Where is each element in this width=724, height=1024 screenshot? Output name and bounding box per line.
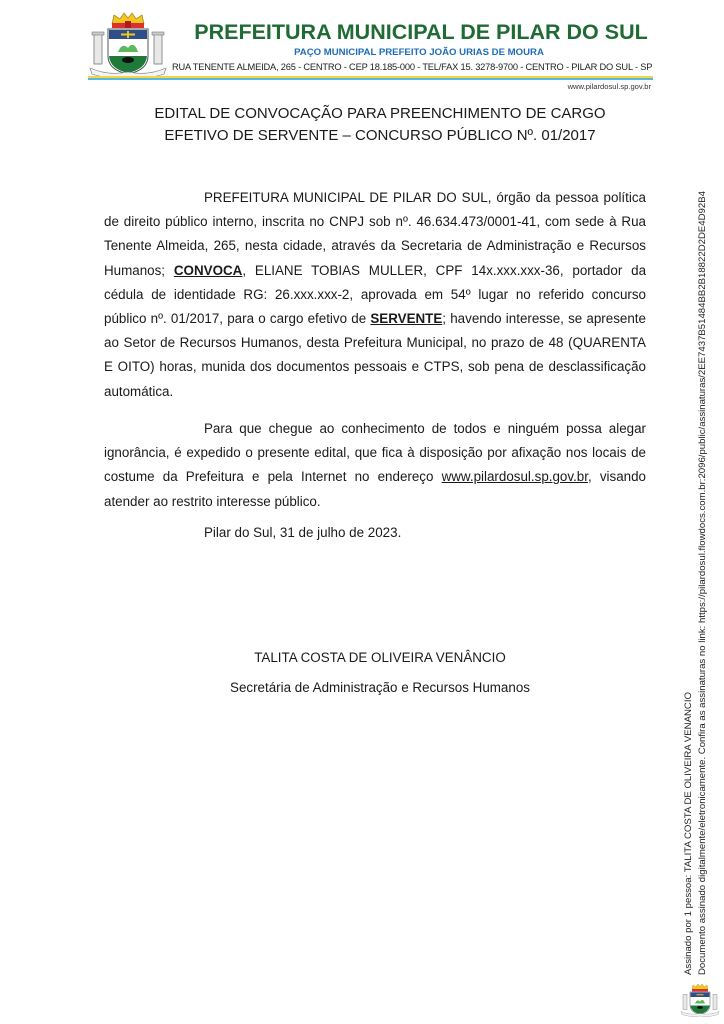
building-subtitle: PAÇO MUNICIPAL PREFEITO JOÃO URIAS DE MOURA	[294, 47, 544, 58]
signature-seal-icon	[680, 978, 720, 1022]
coat-of-arms-icon	[88, 12, 168, 78]
document-title	[100, 103, 660, 147]
servente-emphasis: SERVENTE	[370, 311, 443, 327]
header-website: www.pilardosul.sp.gov.br	[567, 82, 651, 91]
document-title-line2: EFETIVO DE SERVENTE – CONCURSO PÚBLICO Nº. 01/2017	[164, 127, 596, 144]
signature-notice-line1: Assinado por 1 pessoa: TALITA COSTA DE OLIVEIRA VENANCIO	[683, 692, 694, 975]
paragraph1-text-part3: ; havendo interesse, se apresente ao Setor de Recursos Humanos, desta Prefeitura Municipal, no prazo de 48 (QUARENTA E OITO) horas, munida dos documentos pessoais e CTPS, sob pena de desclassificação automática.	[104, 311, 646, 399]
website-link[interactable]: www.pilardosul.sp.gov.br	[441, 469, 588, 485]
letterhead	[88, 12, 653, 92]
paragraph1-text-part1: PREFEITURA MUNICIPAL DE PILAR DO SUL, órgão da pessoa política de direito público interno, inscrita no CNPJ sob nº. 46.634.473/0001-41, com sede à Rua Tenente Almeida, 265, nesta cidade, através da Secretaria de Administração e Recursos Humanos;	[104, 190, 646, 278]
address-line: RUA TENENTE ALMEIDA, 265 - CENTRO - CEP 18.185-000 - TEL/FAX 15. 3278-9700 - CENTRO - PILAR DO SUL - SP	[172, 62, 653, 72]
municipality-title: PREFEITURA MUNICIPAL DE PILAR DO SUL	[194, 20, 648, 44]
header-stripe-blue	[88, 78, 653, 80]
paragraph2-text-part1: Para que chegue ao conhecimento de todos e ninguém possa alegar ignorância, é expedido o presente edital, que fica à disposição por afixação nos locais de costume da Prefeitura e pela Internet no endereço	[104, 421, 646, 485]
publication-paragraph	[104, 417, 646, 514]
digital-signature-notice	[682, 191, 710, 975]
signer-name: TALITA COSTA DE OLIVEIRA VENÂNCIO	[254, 650, 506, 665]
paragraph2-text-part2: , visando atender ao restrito interesse público.	[104, 469, 646, 509]
paragraph1-text-part2: , ELIANE TOBIAS MULLER, CPF 14x.xxx.xxx-36, portador da cédula de identidade RG: 26.xxx.xxx-2, aprovada em 54º lugar no referido concurso público nº. 01/2017, para o cargo efetivo de	[104, 262, 647, 327]
signature-notice-line2: Documento assinado digitalmente/eletronicamente. Confira as assinaturas no link: https://pilardosul.flowdocs.com.br:2096/public/assinaturas/2EE7437B51484BB2B18822D2DE4D92B4	[697, 191, 708, 975]
signer-role: Secretária de Administração e Recursos Humanos	[230, 680, 530, 695]
document-date: Pilar do Sul, 31 de julho de 2023.	[204, 525, 402, 540]
convocation-paragraph	[104, 186, 646, 404]
convoca-emphasis: CONVOCA	[173, 262, 243, 278]
document-title-line1: EDITAL DE CONVOCAÇÃO PARA PREENCHIMENTO DE CARGO	[154, 105, 606, 122]
